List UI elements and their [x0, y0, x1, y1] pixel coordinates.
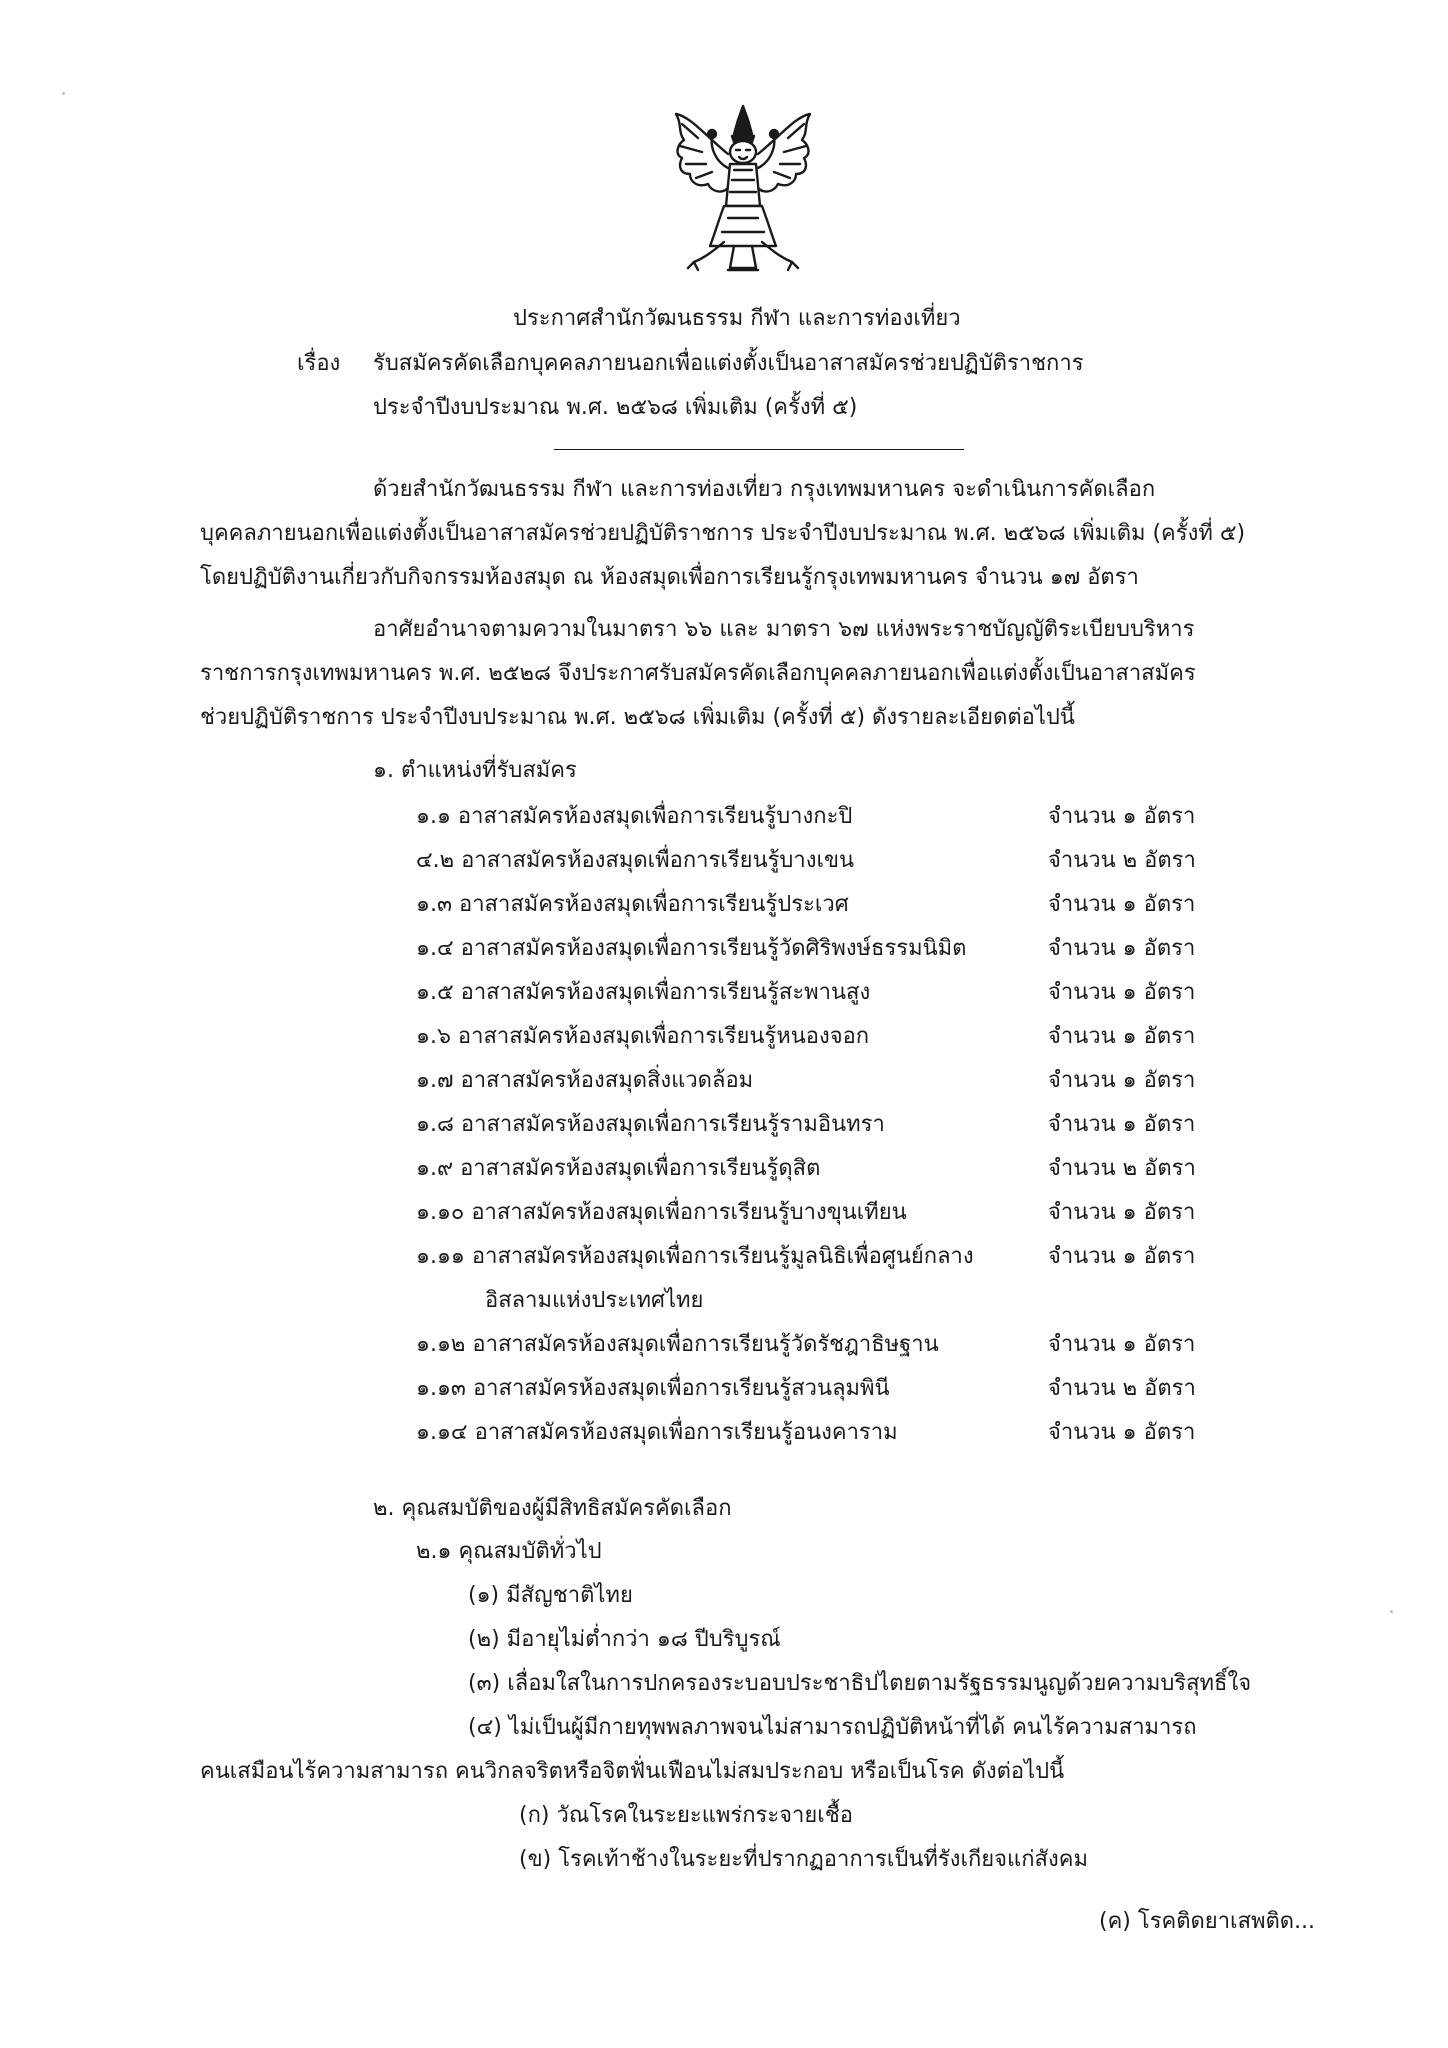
qualification-4-item-a: (ก) วัณโรคในระยะแพร่กระจายเชื้อ [519, 1803, 853, 1828]
qualification-1: (๑) มีสัญชาติไทย [468, 1583, 633, 1608]
position-label: ๑.๙ อาสาสมัครห้องสมุดเพื่อการเรียนรู้ดุสิต [416, 1156, 821, 1181]
position-label: ๑.๑๓ อาสาสมัครห้องสมุดเพื่อการเรียนรู้สวนลุมพินี [416, 1376, 890, 1401]
continuation-text: (ค) โรคติดยาเสพติด... [1099, 1909, 1316, 1934]
position-count: จำนวน ๒ อัตรา [1048, 848, 1196, 873]
position-count: จำนวน ๒ อัตรา [1048, 1156, 1196, 1181]
position-count: จำนวน ๒ อัตรา [1048, 1376, 1196, 1401]
subject-line-1: รับสมัครคัดเลือกบุคคลภายนอกเพื่อแต่งตั้งเป็นอาสาสมัครช่วยปฏิบัติราชการ [373, 351, 1084, 376]
position-count: จำนวน ๑ อัตรา [1048, 1200, 1196, 1225]
garuda-emblem-icon [668, 102, 818, 274]
scan-speck [1390, 1610, 1393, 1613]
position-count: จำนวน ๑ อัตรา [1048, 1024, 1196, 1049]
position-count: จำนวน ๑ อัตรา [1048, 1332, 1196, 1357]
position-count: จำนวน ๑ อัตรา [1048, 936, 1196, 961]
qualification-4-line-1: (๔) ไม่เป็นผู้มีกายทุพพลภาพจนไม่สามารถปฏิบัติหน้าที่ได้ คนไร้ความสามารถ [468, 1715, 1197, 1740]
position-label: ๑.๑ อาสาสมัครห้องสมุดเพื่อการเรียนรู้บางกะปิ [416, 804, 853, 829]
section-1-heading: ๑. ตำแหน่งที่รับสมัคร [373, 758, 577, 783]
position-label: ๑.๓ อาสาสมัครห้องสมุดเพื่อการเรียนรู้ประเวศ [416, 892, 849, 917]
position-count: จำนวน ๑ อัตรา [1048, 892, 1196, 917]
intro-paragraph-2-line-2: ราชการกรุงเทพมหานคร พ.ศ. ๒๕๒๘ จึงประกาศรับสมัครคัดเลือกบุคคลภายนอกเพื่อแต่งตั้งเป็นอาสาสมัคร [200, 661, 1196, 686]
qualification-4-line-2: คนเสมือนไร้ความสามารถ คนวิกลจริตหรือจิตฟั่นเฟือนไม่สมประกอบ หรือเป็นโรค ดังต่อไปนี้ [200, 1759, 1065, 1784]
position-count: จำนวน ๑ อัตรา [1048, 1244, 1196, 1269]
section-2-heading: ๒. คุณสมบัติของผู้มีสิทธิสมัครคัดเลือก [373, 1496, 732, 1521]
position-label: ๑.๑๒ อาสาสมัครห้องสมุดเพื่อการเรียนรู้วัดรัชฎาธิษฐาน [416, 1332, 939, 1357]
position-label-continuation: อิสลามแห่งประเทศไทย [485, 1288, 704, 1313]
subject-line-2: ประจำปีงบประมาณ พ.ศ. ๒๕๖๘ เพิ่มเติม (ครั้งที่ ๕) [373, 395, 858, 420]
position-label: ๑.๑๔ อาสาสมัครห้องสมุดเพื่อการเรียนรู้อนงคาราม [416, 1420, 898, 1445]
intro-paragraph-1-line-3: โดยปฏิบัติงานเกี่ยวกับกิจกรรมห้องสมุด ณ ห้องสมุดเพื่อการเรียนรู้กรุงเทพมหานคร จำนวน ๑๗ อัตรา [200, 565, 1139, 590]
announcement-title: ประกาศสำนักวัฒนธรรม กีฬา และการท่องเที่ยว [513, 306, 961, 331]
subject-label: เรื่อง [297, 351, 341, 376]
intro-paragraph-1-line-1: ด้วยสำนักวัฒนธรรม กีฬา และการท่องเที่ยว กรุงเทพมหานคร จะดำเนินการคัดเลือก [373, 477, 1156, 502]
position-label: ๔.๒ อาสาสมัครห้องสมุดเพื่อการเรียนรู้บางเขน [416, 848, 855, 873]
qualification-2: (๒) มีอายุไม่ต่ำกว่า ๑๘ ปีบริบูรณ์ [468, 1627, 781, 1652]
position-label: ๑.๖ อาสาสมัครห้องสมุดเพื่อการเรียนรู้หนองจอก [416, 1024, 870, 1049]
position-label: ๑.๑๑ อาสาสมัครห้องสมุดเพื่อการเรียนรู้มูลนิธิเพื่อศูนย์กลาง [416, 1244, 974, 1269]
position-label: ๑.๕ อาสาสมัครห้องสมุดเพื่อการเรียนรู้สะพานสูง [416, 980, 871, 1005]
intro-paragraph-2-line-1: อาศัยอำนาจตามความในมาตรา ๖๖ และ มาตรา ๖๗ แห่งพระราชบัญญัติระเบียบบริหาร [373, 617, 1195, 642]
position-label: ๑.๔ อาสาสมัครห้องสมุดเพื่อการเรียนรู้วัดศิริพงษ์ธรรมนิมิต [416, 936, 967, 961]
position-label: ๑.๘ อาสาสมัครห้องสมุดเพื่อการเรียนรู้รามอินทรา [416, 1112, 885, 1137]
qualification-3: (๓) เลื่อมใสในการปกครองระบอบประชาธิปไตยตามรัฐธรรมนูญด้วยความบริสุทธิ์ใจ [468, 1671, 1252, 1696]
intro-paragraph-2-line-3: ช่วยปฏิบัติราชการ ประจำปีงบประมาณ พ.ศ. ๒๕๖๘ เพิ่มเติม (ครั้งที่ ๕) ดังรายละเอียดต่อไปนี้ [200, 705, 1075, 730]
position-count: จำนวน ๑ อัตรา [1048, 1112, 1196, 1137]
qualification-4-item-b: (ข) โรคเท้าช้างในระยะที่ปรากฏอาการเป็นที่รังเกียจแก่สังคม [519, 1847, 1088, 1872]
section-2-1-heading: ๒.๑ คุณสมบัติทั่วไป [416, 1539, 602, 1564]
position-count: จำนวน ๑ อัตรา [1048, 1420, 1196, 1445]
position-count: จำนวน ๑ อัตรา [1048, 804, 1196, 829]
position-label: ๑.๗ อาสาสมัครห้องสมุดสิ่งแวดล้อม [416, 1068, 754, 1093]
position-label: ๑.๑๐ อาสาสมัครห้องสมุดเพื่อการเรียนรู้บางขุนเทียน [416, 1200, 907, 1225]
intro-paragraph-1-line-2: บุคคลภายนอกเพื่อแต่งตั้งเป็นอาสาสมัครช่วยปฏิบัติราชการ ประจำปีงบประมาณ พ.ศ. ๒๕๖๘ เพิ่มเติม (ครั้งที่ ๕) [200, 521, 1246, 546]
header-divider [554, 449, 964, 450]
scan-speck [62, 92, 65, 95]
position-count: จำนวน ๑ อัตรา [1048, 1068, 1196, 1093]
position-count: จำนวน ๑ อัตรา [1048, 980, 1196, 1005]
